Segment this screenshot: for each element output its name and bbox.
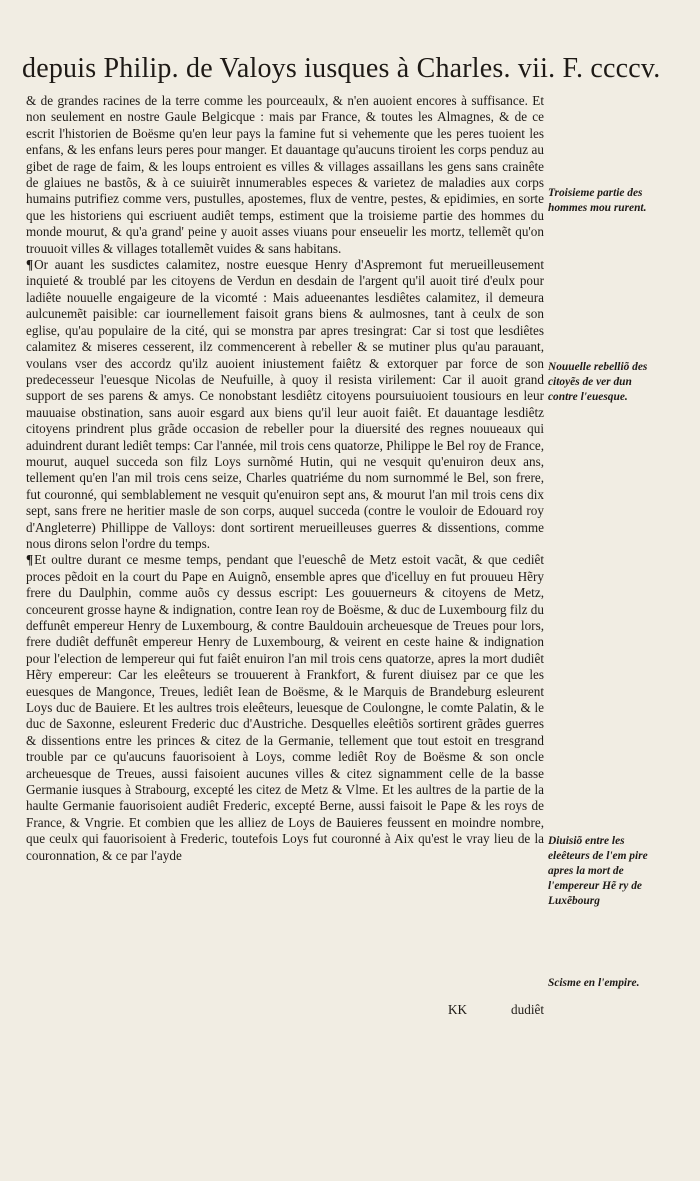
paragraph-verdun-rebellion-text: Or auant les susdictes calamitez, nostre euesque Henry d'Aspremont fut merueilleusement inquieté & troublé par les citoyens de Verdun en desdain de l'argent qu'il auoit tiré d'eulx pour ladiête nouuelle engaigeure de la vicomté : Mais adueenantes lesdiêtes calamitez, il demeura aulcunemẽt paisible: car iournellement faisoit grans biens & aulmosnes, tant à ceulx de son eglise, qu'au populaire de la cité, qui se monstra par apres tresingrat: Car si tost que lesdiêtes calamitez & miseres cesserent, ilz commencerent à rebeller & se mutiner plus qu'au parauant, voulans vser des accordz qu'ilz auoient iniustement faiêtz & extorquer par force de son predecesseur l'euesque Nicolas de Neufuille, à quoy il resista virilement: Car il auoit grand support de ses parens & amys. Ce nonobstant lesdiêtz citoyens poursuiuoient tousiours en leur mauuaise obstination, sans auoir esgard aux biens qu'il leur auoit faiêt. Et dauantage lesdiêtz citoyens prindrent plus grãde occasion de rebeller pour la diuersité des regnes nouueaux qui aduindrent durant lediêt temps: Car l'année, mil trois cens quatorze, Philippe le Bel roy de France, mourut, auquel succeda son filz Loys surnõmé Hutin, qui ne vesquit qu'enuiron deux ans, tellement qu'en l'an mil trois cens seize, Charles quatriéme du nom surnommé le Bel, son frere, fut couronné, qui semblablement ne vesquit qu'enuiron sept ans, & mourut l'an mil trois cens dix sept, sans frere ne heritier masle de son corps, auquel succeda (contre le vouloir de Edouard roy d'Angleterre) Phillippe de Valloys: dont sortirent merueilleuses guerres & dissentions, comme nous dirons selon l'ordre du temps. bbox=[26, 257, 544, 551]
signature-line bbox=[448, 1002, 544, 1018]
margin-note-schism: Scisme en l'empire. bbox=[548, 977, 640, 989]
paragraph-famine: & de grandes racines de la terre comme les pourceaulx, & n'en auoient encores à suffisance. Et non seulement en nostre Gaule Belgicque : mais par France, & toutes les Almagnes, & de ce escrit l'historien de Boësme qu'en leur pays la famine fut si vehemente que les peres tuoient les enfans, & les enfans leurs peres pour manger. Et dauantage qu'aucuns tiroient les corps penduz au gibet de rage de faim, & les loups entroient es villes & villages assaillans les gens sans crainête de glaiues ne bastõs, & à ce suiuirẽt innumerables especes & varietez de maladies aux corps humains putrifiez comme vers, pustulles, apostemes, flux de ventre, pestes, & epidimies, en sorte que les historiens qui escriuent audiêt temps, estiment que la troisieme partie des hommes du monde mourut, & qu'a grand' peine y auoit asses viuans pour enseuelir les mortz, tellemẽt qu'on trouuoit villes & villages totallemẽt vuides & sans habitans. bbox=[26, 93, 544, 256]
margin-note-rebellion: Nouuelle rebelliõ des citoyẽs de ver dun contre l'euesque. bbox=[548, 361, 648, 403]
running-head: depuis Philip. de Valoys iusques à Charles. vii. F. ccccv. bbox=[22, 53, 661, 84]
paragraph-imperial-election-text: Et oultre durant ce mesme temps, pendant que l'eueschê de Metz estoit vacãt, & que cediêt proces pẽdoit en la court du Pape en Auignõ, ensemble apres que d'icelluy en fut prouueu Hẽry frere du Daulphin, comme auõs cy dessus escript: Les gouuerneurs & citoyens de Metz, conceurent grosse hayne & indignation, contre Iean roy de Boësme, & duc de Luxembourg filz du deffunêt empereur Henry de Luxembourg, & contre Bauldouin archeuesque de Treues pour lors, frere dudiêt deffunêt empereur Henry de Luxembourg, & veirent en ceste haine & indignation pour l'election de lempereur qui fut faiêt enuiron l'an mil trois cens quatorze, apres la mort dudiêt Hẽry empereur: Car les eleêteurs se trouuerent à Frankfort, & furent diuisez par ce que les euesques de Mangonce, Treues, lediêt Iean de Boësme, & le Marquis de Brandeburg esleurent Loys duc de Bauiere. Et les aultres trois eleêteurs, leuesque de Coulongne, le comte Palatin, & le duc de Saxonne, esleurent Frederic duc d'Austriche. Desquelles eleêtiõs sortirent grãdes guerres & dissentions entre les princes & citez de la Germanie, tellement que tout estoit en tresgrand trouble par ce qu'aucuns fauorisoient à Loys, comme lediêt Roy de Boësme & son oncle archeuesque de Treues, aussi faisoient aucunes villes & citez signamment celle de la basse Germanie iusques à Strabourg, excepté les citez de Metz & Vlme. Et les aultres de la partie de la haulte Germanie fauorisoient audiêt Frederic, excepté Berne, aussi faisoit le Pape & les roys de France, & Vngrie. Et combien que les alliez de Loys de Bauieres feussent en moindre nombre, que ceulx qui fauorisoient à Frederic, toutefois Loys fut couronné à Aix qu'est le vray lieu de la couronnation, & ce par l'ayde bbox=[26, 552, 544, 863]
pilcrow-icon: ¶ bbox=[26, 257, 34, 273]
signature-mark: KK bbox=[448, 1002, 468, 1017]
paragraph-imperial-election bbox=[26, 552, 544, 864]
pilcrow-icon: ¶ bbox=[26, 552, 34, 568]
paragraph-verdun-rebellion bbox=[26, 257, 544, 552]
margin-note-famine: Troisieme partie des hommes mou rurent. bbox=[548, 187, 647, 214]
main-text-column bbox=[26, 93, 544, 864]
catchword: dudiêt bbox=[511, 1002, 544, 1017]
margin-note-election: Diuisiõ entre les eleêteurs de l'em pire apres la mort de l'empereur Hẽ ry de Luxẽbourg bbox=[548, 835, 648, 907]
